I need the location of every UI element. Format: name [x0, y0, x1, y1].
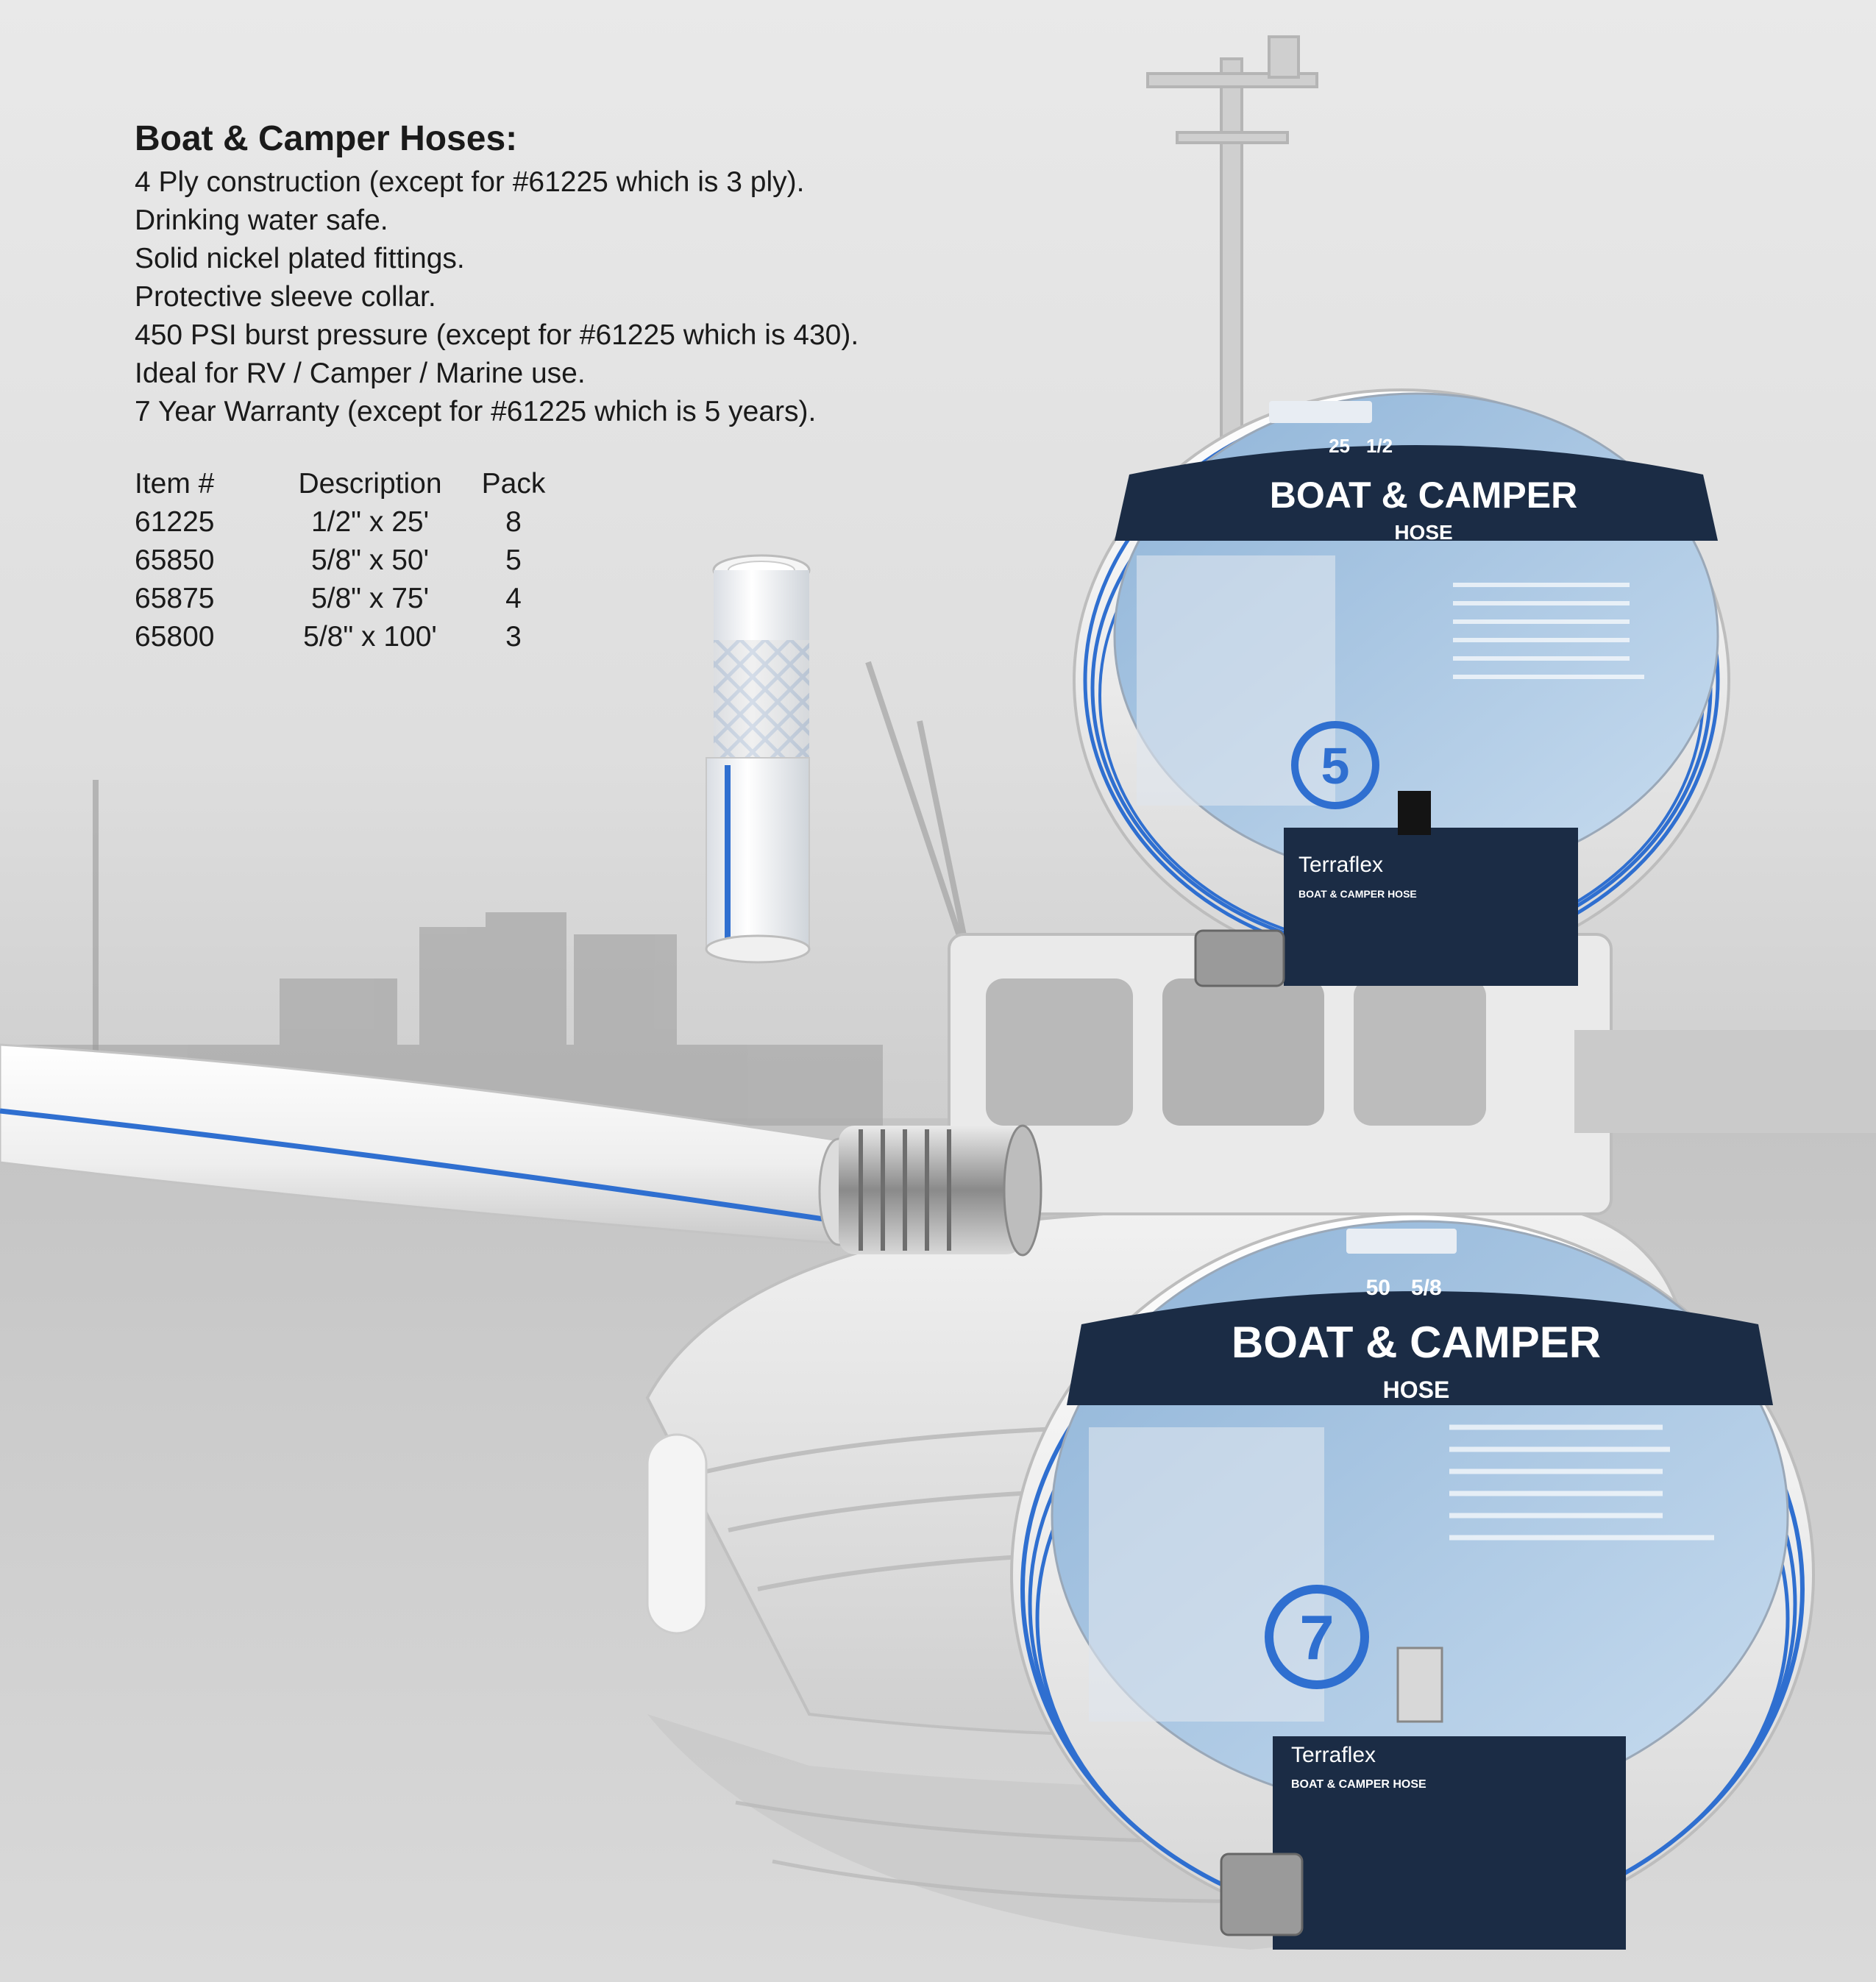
item-pack: 4 — [505, 583, 522, 614]
package-title: BOAT & CAMPER — [1231, 1318, 1602, 1367]
feature-item: 450 PSI burst pressure (except for #61225 which is 430). — [135, 319, 859, 351]
item-pack: 8 — [505, 506, 522, 538]
package-tag-line: BOAT & CAMPER HOSE — [1298, 888, 1417, 900]
feature-item: 4 Ply construction (except for #61225 which is 3 ply). — [135, 166, 805, 198]
warranty-years: 7 — [1299, 1603, 1335, 1673]
item-pack: 5 — [505, 544, 522, 576]
hose-package-25ft — [1070, 372, 1733, 1004]
hose-package-50ft — [1008, 1207, 1817, 1972]
hose-with-fitting — [0, 1023, 1045, 1273]
table-row — [135, 580, 554, 618]
package-subtitle: HOSE — [1394, 521, 1453, 544]
product-description — [135, 118, 859, 431]
item-number: 65875 — [135, 583, 215, 614]
column-header-pack: Pack — [481, 468, 546, 500]
item-number: 65850 — [135, 544, 215, 576]
feature-item: Solid nickel plated fittings. — [135, 243, 465, 274]
feature-item: Drinking water safe. — [135, 205, 388, 236]
package-diameter: 1/2 — [1366, 435, 1393, 457]
item-description: 5/8" x 100' — [303, 621, 437, 653]
feature-item: Protective sleeve collar. — [135, 281, 436, 313]
table-header-row — [135, 465, 554, 503]
hose-cutaway-illustration — [703, 552, 820, 971]
item-description: 5/8" x 75' — [310, 583, 430, 614]
feature-item: 7 Year Warranty (except for #61225 which is 5 years). — [135, 396, 817, 427]
feature-item: Ideal for RV / Camper / Marine use. — [135, 358, 586, 389]
table-row — [135, 503, 554, 541]
package-length: 25 — [1329, 435, 1350, 457]
item-description: 5/8" x 50' — [310, 544, 430, 576]
warranty-years: 5 — [1321, 737, 1350, 795]
item-description: 1/2" x 25' — [310, 506, 430, 538]
package-length: 50 — [1365, 1276, 1390, 1300]
table-row — [135, 541, 554, 580]
package-subtitle: HOSE — [1382, 1377, 1450, 1403]
package-tag-line: BOAT & CAMPER HOSE — [1291, 1778, 1426, 1791]
column-header-item: Item # — [135, 468, 215, 500]
item-pack: 3 — [505, 621, 522, 653]
item-number: 65800 — [135, 621, 215, 653]
package-brand: Terraflex — [1298, 853, 1384, 877]
package-title: BOAT & CAMPER — [1269, 475, 1578, 516]
package-diameter: 5/8 — [1411, 1276, 1442, 1300]
feature-list — [135, 163, 859, 431]
column-header-description: Description — [298, 468, 442, 500]
table-row — [135, 618, 554, 656]
item-number: 61225 — [135, 506, 215, 538]
item-table — [135, 465, 554, 656]
product-heading: Boat & Camper Hoses: — [135, 119, 518, 158]
package-brand: Terraflex — [1291, 1743, 1376, 1767]
